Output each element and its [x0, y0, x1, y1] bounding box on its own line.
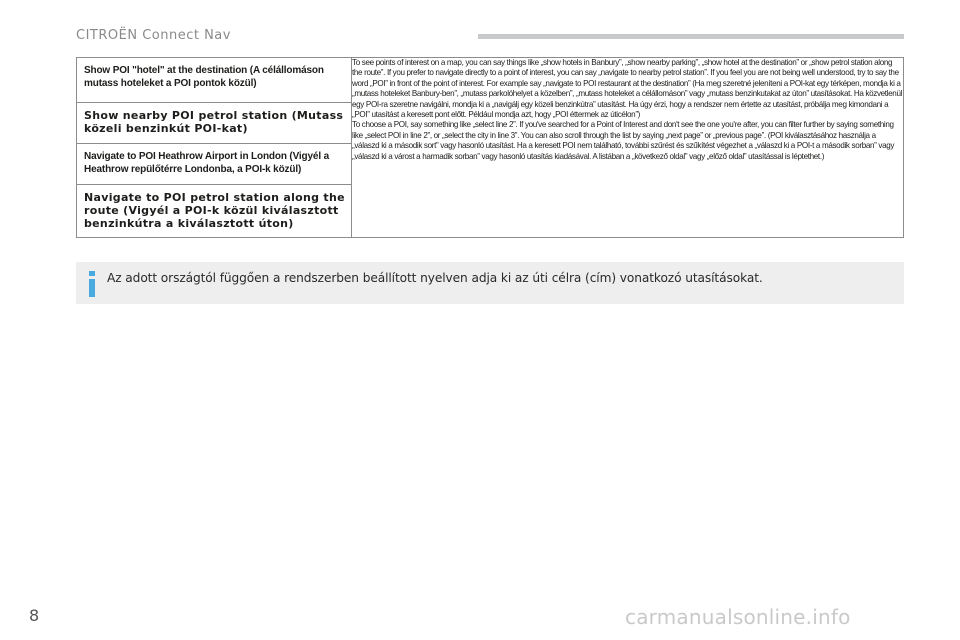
page-number: 8 — [29, 606, 40, 625]
description-paragraph: To choose a POI, say something like „select line 2”. If you've searched for a Point of Interest and don't see the one you're after, you can filter further by saying something like „select POI in line 2”, or „select the city in line 3”. You can also scroll through the list by saying „next page” or „previous page”. (POI kiválasztásához használja a „válaszd ki a második sort” vagy hasonló utasítást. Ha a keresett POI nem található, további szűrést és szűkítést végezhet a „válaszd ki a POI-t a második sorban” vagy „válaszd ki a várost a harmadik sorban” vagy hasonló utasítás kiadásával. A listában a „következő oldal” vagy „előző oldal” utasítással is léptethet.) — [352, 120, 895, 161]
info-note-text: Az adott országtól függően a rendszerben beállított nyelven adja ki az úti célra (cím) vonatkozó utasításokat. — [107, 271, 763, 285]
command-text: Navigate to POI Heathrow Airport in London (Vigyél a Heathrow repülőtérre Londonba, a POI-k közül) — [84, 151, 330, 175]
command-text: Show POI "hotel" at the destination (A célállomáson mutass hoteleket a POI pontok közül) — [84, 65, 324, 89]
header-title: CITROËN Connect Nav — [76, 28, 231, 43]
command-text: Show nearby POI petrol station (Mutass közeli benzinkút POI-kat) — [84, 109, 344, 135]
watermark: carmanualsonline.info — [625, 605, 851, 629]
command-text: Navigate to POI petrol station along the route (Vigyél a POI-k közül kiválasztott benzinkútra a kiválasztott úton) — [84, 191, 345, 230]
command-cell — [77, 185, 352, 238]
voice-command-table — [76, 57, 904, 238]
description-paragraph: To see points of interest on a map, you can say things like „show hotels in Banbury”, „show nearby parking”, „show hotel at the destination” or „show petrol station along the route”. If you prefer to navigate directly to a point of interest, you can say „navigate to nearby petrol station”. If you feel you are not being well understood, try to say the word „POI” in front of the point of interest. For example say „navigate to POI restaurant at the destination” (Ha meg szeretné jeleníteni a POI-kat egy térképen, mondja ki a „mutass hoteleket Banbury-ben”, „mutass parkolóhelyet a közelben”, „mutass hoteleket a célállomáson” vagy „mutass benzinkutakat az úton” utasításokat. Ha közvetlenül egy POI-ra szeretne navigálni, mondja ki a „navigálj egy közeli benzinkútra” utasítást. Ha úgy érzi, hogy a rendszer nem értette az utasítást, próbálja meg kimondani a „POI” utasítást a keresett pont előtt. Például mondja azt, hogy „POI éttermek az úticélon”) — [352, 58, 903, 120]
description-cell — [352, 58, 904, 238]
command-cell — [77, 103, 352, 144]
info-note — [76, 262, 904, 304]
command-cell — [77, 144, 352, 185]
command-cell — [77, 58, 352, 103]
header-bar — [478, 34, 904, 39]
info-icon — [88, 271, 96, 297]
